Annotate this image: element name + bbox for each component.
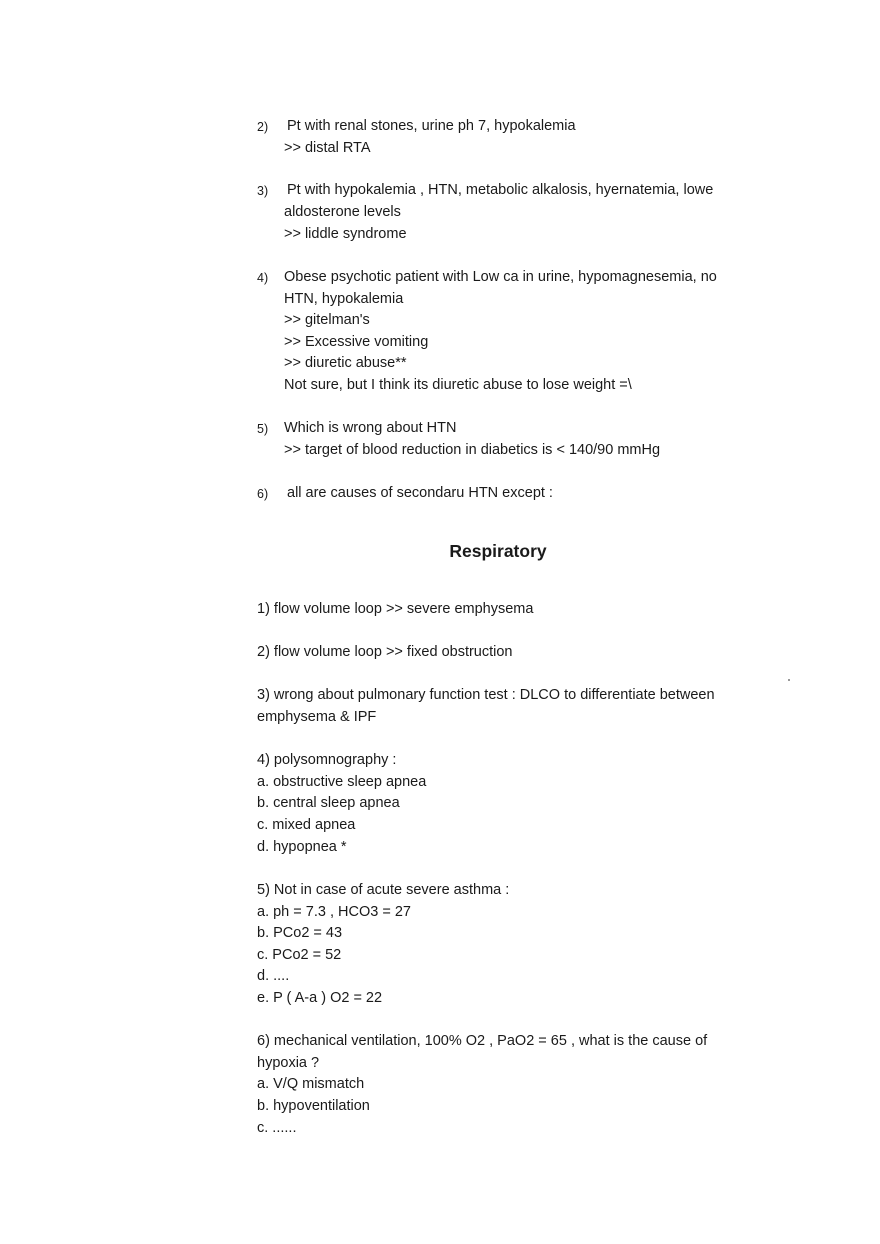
item-number: 6): [257, 487, 269, 501]
question-text: 5) Not in case of acute severe asthma :: [257, 882, 510, 898]
item-number: 4): [257, 271, 269, 285]
answer-option: a. ph = 7.3 , HCO3 = 27: [257, 904, 411, 920]
answer-option: c. PCo2 = 52: [257, 947, 342, 963]
item-text: >> gitelman's: [284, 312, 370, 328]
item-text: HTN, hypokalemia: [284, 291, 404, 307]
question-text: 3) wrong about pulmonary function test : DLCO to differentiate between: [257, 687, 715, 703]
item-text: >> distal RTA: [284, 140, 371, 156]
item-text: all are causes of secondaru HTN except :: [287, 485, 553, 501]
answer-option: e. P ( A-a ) O2 = 22: [257, 990, 383, 1006]
item-text: >> diuretic abuse**: [284, 355, 407, 371]
question-text: 1) flow volume loop >> severe emphysema: [257, 601, 534, 617]
item-number: 2): [257, 120, 269, 134]
answer-option: a. obstructive sleep apnea: [257, 774, 427, 790]
answer-option: b. hypoventilation: [257, 1098, 370, 1114]
answer-option: d. hypopnea *: [257, 839, 347, 855]
answer-option: b. PCo2 = 43: [257, 925, 343, 941]
item-text: Which is wrong about HTN: [284, 420, 457, 436]
item-text: Pt with renal stones, urine ph 7, hypokalemia: [287, 118, 576, 134]
question-text: 2) flow volume loop >> fixed obstruction: [257, 644, 513, 660]
item-text: >> liddle syndrome: [284, 226, 407, 242]
item-text: >> target of blood reduction in diabetics is < 140/90 mmHg: [284, 442, 661, 458]
item-text: aldosterone levels: [284, 204, 401, 220]
answer-option: a. V/Q mismatch: [257, 1076, 365, 1092]
question-text: hypoxia ?: [257, 1055, 320, 1071]
item-number: 5): [257, 422, 269, 436]
item-text: Not sure, but I think its diuretic abuse to lose weight =\: [284, 377, 632, 393]
question-text: 6) mechanical ventilation, 100% O2 , PaO2 = 65 , what is the cause of: [257, 1033, 708, 1049]
question-text: emphysema & IPF: [257, 709, 377, 725]
answer-option: d. ....: [257, 968, 290, 984]
answer-option: c. ......: [257, 1120, 297, 1136]
question-text: 4) polysomnography :: [257, 752, 397, 768]
section-heading: Respiratory: [449, 541, 547, 561]
item-text: >> Excessive vomiting: [284, 334, 429, 350]
answer-option: b. central sleep apnea: [257, 795, 400, 811]
item-text: Pt with hypokalemia , HTN, metabolic alkalosis, hyernatemia, lowe: [287, 182, 714, 198]
item-number: 3): [257, 184, 269, 198]
scan-speck: [788, 679, 790, 681]
answer-option: c. mixed apnea: [257, 817, 356, 833]
item-text: Obese psychotic patient with Low ca in urine, hypomagnesemia, no: [284, 269, 717, 285]
